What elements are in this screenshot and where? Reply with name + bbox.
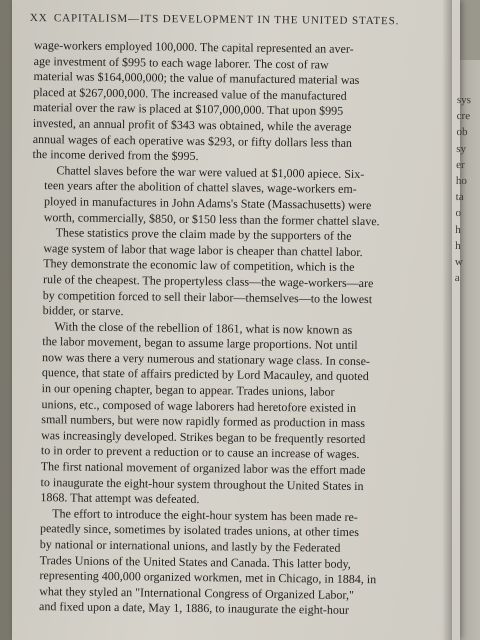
text-line: worth, commercially, $850, or $150 less than the former chattel slave. xyxy=(43,209,380,228)
text-line: to inaugurate the eight-hour system throughout the United States in xyxy=(40,474,364,493)
facing-page-fragment: h xyxy=(455,239,461,252)
facing-page-fragment: a xyxy=(454,272,460,285)
facing-page-fragment: ho xyxy=(455,175,467,188)
text-line: small numbers, but were now rapidly formed as production in mass xyxy=(41,412,366,431)
paragraph xyxy=(32,38,425,168)
text-line: quence, that state of affairs predicted by Lord Macauley, and quoted xyxy=(41,365,369,384)
text-line: material over the raw is placed at $107,000,000. That upon $995 xyxy=(33,100,344,119)
text-line: 1868. That attempt was defeated. xyxy=(40,490,200,507)
text-line: by competition forced to sell their labor—themselves—to the lowest xyxy=(42,287,373,306)
text-line: age investment of $995 to each wage laborer. The cost of raw xyxy=(33,53,329,72)
facing-page-text xyxy=(455,92,480,287)
text-line: bidder, or starve. xyxy=(42,303,124,319)
text-line: the labor movement, began to assume large proportions. Not until xyxy=(42,334,358,353)
facing-page-fragment: ob xyxy=(456,126,468,139)
text-line: and fixed upon a date, May 1, 1886, to inaugurate the eight-hour xyxy=(38,599,350,618)
facing-page-fragment: o xyxy=(455,207,462,220)
body-text xyxy=(27,38,426,620)
text-line: These statistics prove the claim made by the supporters of the xyxy=(55,225,352,244)
facing-page-fragment: er xyxy=(456,158,465,171)
text-line: rule of the cheapest. The propertyless class—the wage-workers—are xyxy=(42,272,374,291)
paragraph xyxy=(27,506,420,620)
text-line: ployed in manufactures in John Adams's State (Massachusetts) were xyxy=(43,194,372,213)
paragraph xyxy=(31,225,424,323)
facing-page-fragment: cre xyxy=(456,110,471,123)
text-line: wage-workers employed 100,000. The capital represented an aver- xyxy=(33,38,354,56)
text-line: The first national movement of organized labor was the effort made xyxy=(40,459,366,478)
page-number: XX xyxy=(29,12,48,25)
text-line: Chattel slaves before the war were valued at $1,000 apiece. Six- xyxy=(56,163,365,181)
text-line: teen years after the abolition of chattel slaves, wage-workers em- xyxy=(44,178,357,197)
text-line: annual wages of each operative was $293, or fifty dollars less than xyxy=(32,131,353,150)
text-line: material was $164,000,000; the value of manufactured material was xyxy=(33,69,360,88)
text-line: in our opening chapter, began to appear. Trades unions, labor xyxy=(41,381,335,399)
text-line: The effort to introduce the eight-hour system has been made re- xyxy=(52,506,358,524)
text-line: They demonstrate the economic law of competition, which is the xyxy=(43,256,355,275)
facing-page-fragment: ta xyxy=(455,191,464,204)
text-line: Trades Unions of the United States and Canada. This latter body, xyxy=(39,552,351,571)
facing-page-fragment: w xyxy=(454,256,463,269)
paragraph xyxy=(32,163,425,230)
text-line: now was there a very numerous and stationary wage class. In conse- xyxy=(42,349,371,369)
text-line: wage system of labor that wage labor is cheaper than chattel labor. xyxy=(43,240,363,259)
text-line: by national or international unions, and lastly by the Federated xyxy=(39,537,341,555)
text-line: representing 400,000 organized workmen, met in Chicago, in 1884, in xyxy=(39,568,377,587)
text-line: was increasingly developed. Strikes began to be frequently resorted xyxy=(41,427,366,446)
text-line: placed at $267,000,000. The increased value of the manufactured xyxy=(33,84,347,103)
page-edge-shadow xyxy=(442,0,452,640)
facing-page-fragment: h xyxy=(455,223,461,236)
facing-page-fragment: sys xyxy=(456,93,472,107)
text-line: peatedly since, sometimes by isolated trades unions, at other times xyxy=(39,521,360,540)
text-line: to in order to prevent a reduction or to cause an increase of wages. xyxy=(40,443,360,462)
text-line: the income derived from the $995. xyxy=(32,147,199,164)
text-line: what they styled an "International Congress of Organized Labor," xyxy=(39,583,354,602)
running-title: CAPITALISM—ITS DEVELOPMENT IN THE UNITED STATES. xyxy=(53,12,400,28)
text-line: unions, etc., composed of wage laborers had heretofore existed in xyxy=(41,396,357,415)
facing-page-fragment: sy xyxy=(456,142,467,155)
text-line: invested, an annual profit of $343 was obtained, while the average xyxy=(32,115,352,134)
text-line: With the close of the rebellion of 1861, what is now known as xyxy=(54,318,353,337)
paragraph xyxy=(28,319,422,511)
